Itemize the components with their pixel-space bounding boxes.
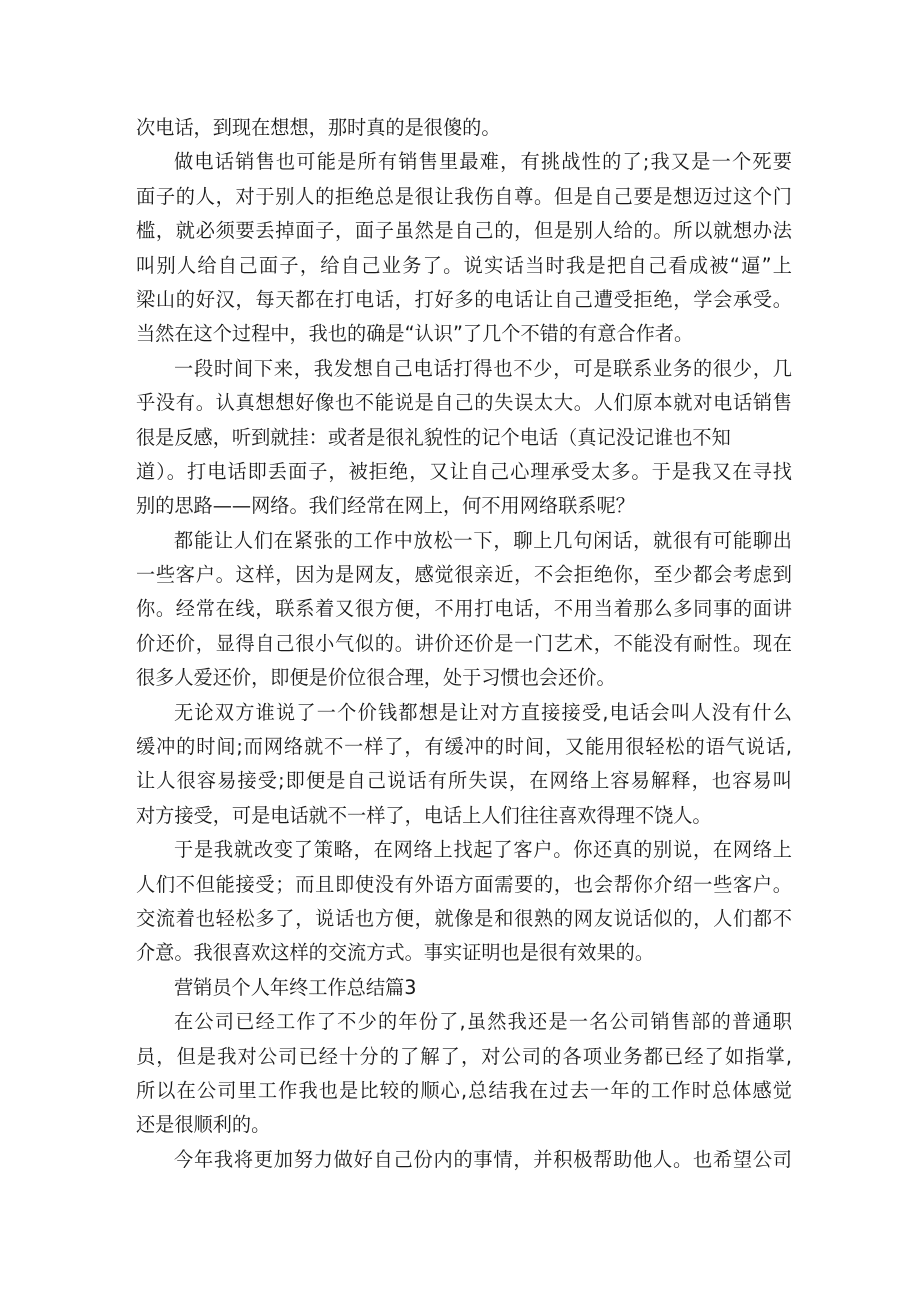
text-line: 无论双方谁说了一个价钱都想是让对方直接接受,电话会叫人没有什么: [174, 700, 792, 724]
text-line: 还是很顺利的。: [136, 1113, 271, 1137]
text-line: 今年我将更加努力做好自己份内的事情，并积极帮助他人。也希望公司: [174, 1147, 792, 1171]
text-line: 梁山的好汉，每天都在打电话，打好多的电话让自己遭受拒绝，学会承受。: [136, 287, 792, 311]
text-line: 别的思路——网络。我们经常在网上，何不用网络联系呢？: [136, 494, 635, 518]
text-line: 叫别人给自己面子，给自己业务了。说实话当时我是把自己看成被“逼”上: [136, 253, 792, 277]
text-line: 槛，就必须要丢掉面子，面子虽然是自己的，但是别人给的。所以就想办法: [136, 219, 792, 243]
text-line: 对方接受，可是电话就不一样了，电话上人们往往喜欢得理不饶人。: [136, 803, 712, 827]
text-line: 乎没有。认真想想好像也不能说是自己的失误太大。人们原本就对电话销售: [136, 391, 792, 415]
text-line: 都能让人们在紧张的工作中放松一下，聊上几句闲话，就很有可能聊出: [174, 528, 792, 552]
text-line: 价还价，显得自己很小气似的。讲价还价是一门艺术，不能没有耐性。现在: [136, 631, 792, 655]
text-line: 很多人爱还价，即便是价位很合理，处于习惯也会还价。: [136, 666, 616, 690]
text-line: 道）。打电话即丢面子，被拒绝，又让自己心理承受太多。于是我又在寻找: [136, 459, 792, 483]
text-line: 很是反感，听到就挂：或者是很礼貌性的记个电话（真记没记谁也不知: [136, 425, 731, 449]
text-line: 所以在公司里工作我也是比较的顺心,总结我在过去一年的工作时总体感觉: [136, 1078, 792, 1102]
document-body: [136, 111, 792, 1177]
text-line: 面子的人，对于别人的拒绝总是很让我伤自尊。但是自己要是想迈过这个门: [136, 184, 792, 208]
text-line: 一段时间下来，我发想自己电话打得也不少，可是联系业务的很少，几: [174, 356, 792, 380]
text-line: 一些客户。这样，因为是网友，感觉很亲近，不会拒绝你，至少都会考虑到: [136, 563, 792, 587]
text-line: 做电话销售也可能是所有销售里最难，有挑战性的了;我又是一个死要: [174, 150, 792, 174]
text-line: 你。经常在线，联系着又很方便，不用打电话，不用当着那么多同事的面讲: [136, 597, 792, 621]
text-line: 在公司已经工作了不少的年份了,虽然我还是一名公司销售部的普通职: [174, 1010, 792, 1034]
section-heading: 营销员个人年终工作总结篇3: [174, 975, 417, 999]
text-line: 缓冲的时间;而网络就不一样了，有缓冲的时间，又能用很轻松的语气说话,: [136, 735, 792, 759]
text-line: 交流着也轻松多了，说话也方便，就像是和很熟的网友说话似的，人们都不: [136, 906, 792, 930]
text-line: 次电话，到现在想想，那时真的是很傻的。: [136, 116, 501, 139]
text-line: 人们不但能接受；而且即使没有外语方面需要的，也会帮你介绍一些客户。: [136, 872, 792, 896]
text-line: 介意。我很喜欢这样的交流方式。事实证明也是很有效果的。: [136, 941, 655, 965]
text-line: 当然在这个过程中，我也的确是“认识”了几个不错的有意合作者。: [136, 322, 694, 346]
text-line: 让人很容易接受;即便是自己说话有所失误，在网络上容易解释，也容易叫: [136, 769, 792, 793]
text-line: 员，但是我对公司已经十分的了解了，对公司的各项业务都已经了如指掌,: [136, 1044, 792, 1068]
text-line: 于是我就改变了策略，在网络上找起了客户。你还真的别说，在网络上: [174, 838, 792, 862]
